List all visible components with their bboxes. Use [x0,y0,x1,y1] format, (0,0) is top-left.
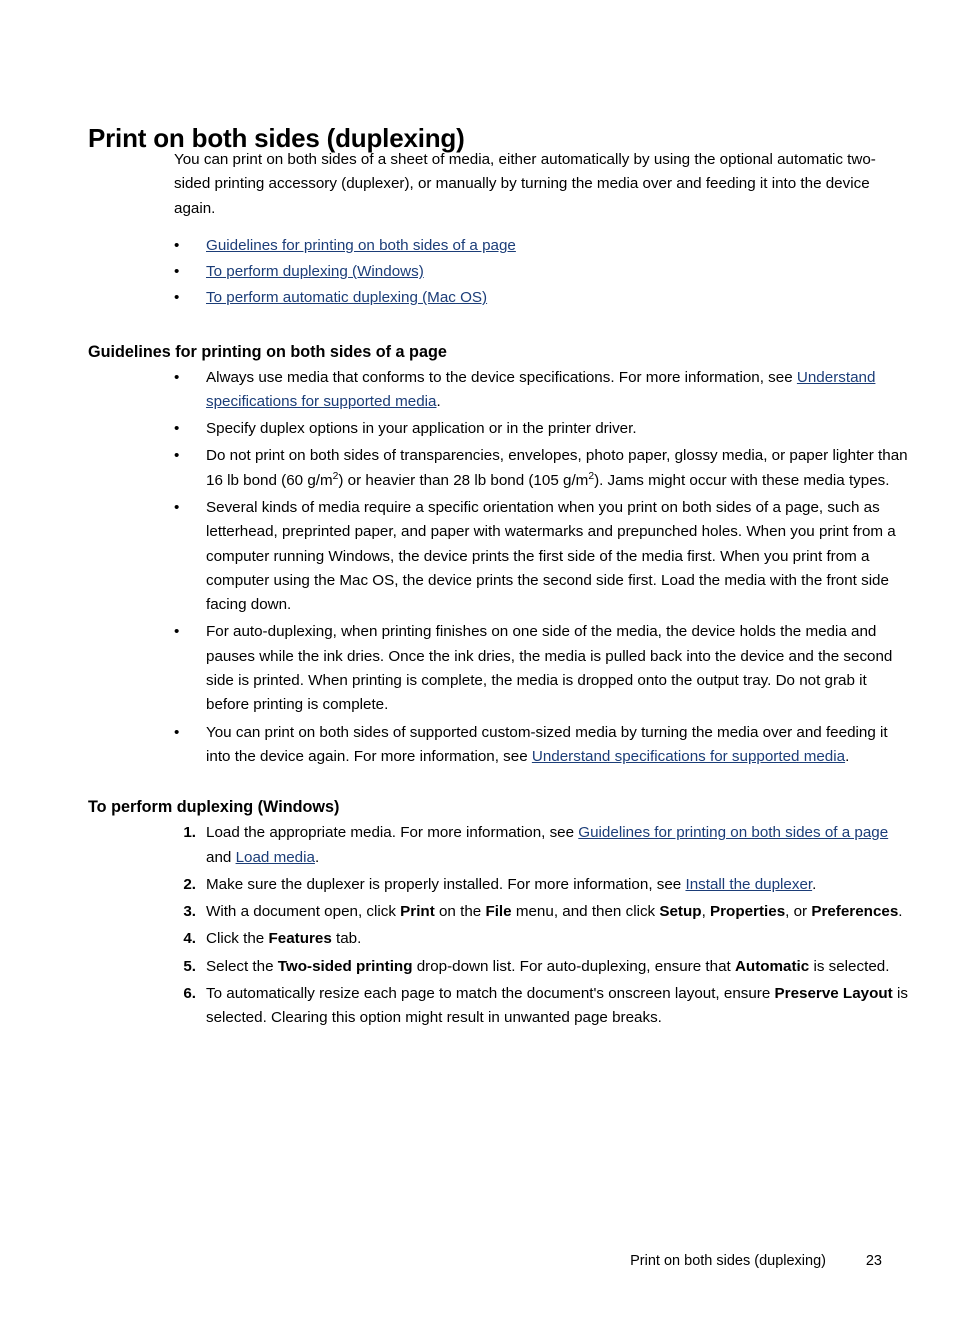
step-text: , or [785,903,812,921]
list-item [174,285,882,311]
step-number: 5. [183,957,196,975]
page-footer [0,1253,882,1269]
toc-link-guidelines[interactable]: Guidelines for printing on both sides of a page [206,236,516,254]
ui-term-file: File [485,903,512,921]
step-text-tail: . [898,903,903,921]
step-text: Make sure the duplexer is properly installed. For more information, see [206,875,686,893]
list-item [174,955,914,979]
section-heading-windows: To perform duplexing (Windows) [88,798,340,817]
step-text: To automatically resize each page to match the document's onscreen layout, ensure [206,985,775,1003]
table-of-contents-list [88,233,882,312]
bullet-icon: • [174,447,180,465]
ui-term-preferences: Preferences [811,903,899,921]
xref-link-install-duplexer[interactable]: Install the duplexer [685,875,813,893]
ui-term-properties: Properties [710,903,786,921]
bullet-text: Always use media that conforms to the device specifications. For more information, see [206,368,797,386]
ui-term-automatic: Automatic [734,957,810,975]
bullet-text-tail: . [845,747,850,765]
ui-term-setup: Setup [659,903,702,921]
step-text-tail: is selected. [809,957,890,975]
list-item [174,721,914,770]
superscript-two: 2 [332,470,339,482]
step-number: 1. [183,824,196,842]
bullet-icon: • [174,236,180,254]
ui-term-preserve-layout: Preserve Layout [774,985,893,1003]
list-item [174,900,914,924]
step-text: Click the [206,930,269,948]
ui-term-two-sided-printing: Two-sided printing [277,957,413,975]
xref-link-understand-specs[interactable]: Understand specifications for supported media [206,368,876,410]
toc-link-macos[interactable]: To perform automatic duplexing (Mac OS) [206,289,488,307]
bullet-text-tail: ). Jams might occur with these media types. [594,471,890,489]
bullet-icon: • [174,289,180,307]
step-text: , [701,903,711,921]
document-content [88,148,908,1034]
list-item [174,259,882,285]
bullet-text: For auto-duplexing, when printing finishes on one side of the media, the device holds the media and pauses while the ink dries. Once the ink dries, the media is pulled back into the device and the second side is printed. When printing is complete, the media is dropped onto the output tray. Do not grab it before printing is complete. [206,623,893,714]
list-item [174,927,914,951]
step-number: 6. [183,985,196,1003]
step-text: With a document open, click [206,903,401,921]
step-text: Load the appropriate media. For more information, see [206,824,579,842]
bullet-icon: • [174,420,180,438]
step-text-mid: and [206,848,236,866]
step-text: on the [434,903,486,921]
xref-link-understand-specs[interactable]: Understand specifications for supported media [531,747,846,765]
bullet-text: Several kinds of media require a specific orientation when you print on both sides of a page, such as letterhead, preprinted paper, and paper with watermarks and prepunched holes. When you print from a computer running Windows, the device prints the first side of the media first. When you print from a computer using the Mac OS, the device prints the second side first. Load the media with the front side facing down. [206,498,896,614]
footer-page-number: 23 [865,1253,882,1269]
list-item [174,873,914,897]
step-number: 4. [183,930,196,948]
step-text-tail: . [812,875,817,893]
bullet-icon: • [174,498,180,516]
xref-link-load-media[interactable]: Load media [235,848,315,866]
list-item [174,417,914,441]
bullet-text-mid: ) or heavier than 28 lb bond (105 g/m [338,471,589,489]
toc-link-windows[interactable]: To perform duplexing (Windows) [206,263,424,281]
bullet-icon: • [174,368,180,386]
list-item [174,496,914,617]
list-item [174,982,914,1031]
guidelines-bullet-list [88,366,908,770]
bullet-icon: • [174,723,180,741]
page-title: Print on both sides (duplexing) [88,123,465,154]
xref-link-guidelines[interactable]: Guidelines for printing on both sides of a page [578,824,889,842]
windows-steps-list [88,821,908,1030]
step-text: menu, and then click [511,903,660,921]
list-item [174,821,914,870]
bullet-text-tail: . [436,392,441,410]
step-text-tail: tab. [331,930,362,948]
step-text: drop-down list. For auto-duplexing, ensure that [412,957,735,975]
step-text-tail: . [314,848,320,866]
superscript-two: 2 [588,470,595,482]
section-heading-guidelines: Guidelines for printing on both sides of a page [88,342,447,361]
bullet-icon: • [174,263,180,281]
step-number: 3. [183,903,196,921]
list-item [174,366,914,415]
bullet-icon: • [174,623,180,641]
ui-term-features: Features [268,930,332,948]
step-number: 2. [183,875,196,893]
list-item [174,620,914,717]
ui-term-print: Print [400,903,435,921]
bullet-text: You can print on both sides of supported custom-sized media by turning the media over and feeding it into the device again. For more information, see [206,723,888,765]
footer-section-name: Print on both sides (duplexing) [630,1253,826,1269]
list-item [174,233,882,259]
bullet-text: Specify duplex options in your application or in the printer driver. [206,420,637,438]
bullet-text: Do not print on both sides of transparencies, envelopes, photo paper, glossy media, or paper lighter than 16 lb bond (60 g/m [206,447,908,489]
list-item [174,444,914,493]
step-text: Select the [206,957,278,975]
step-text-tail: is selected. Clearing this option might result in unwanted page breaks. [206,985,908,1027]
intro-paragraph: You can print on both sides of a sheet of media, either automatically by using the optional automatic two-sided printing accessory (duplexer), or manually by turning the media over and feeding it into the device again. [174,151,876,217]
